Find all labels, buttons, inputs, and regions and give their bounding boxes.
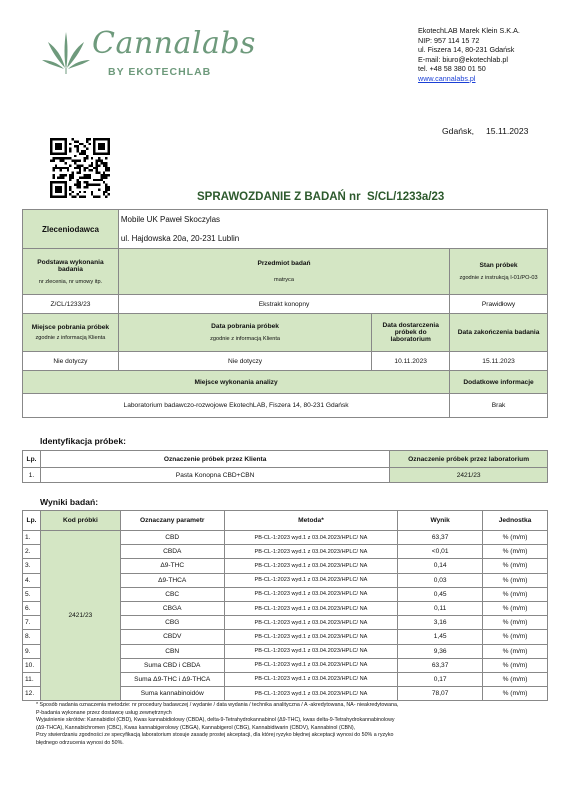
sampling-date-sub: zgodnie z informacją Klienta	[210, 336, 281, 342]
subject-value: Ekstrakt konopny	[118, 295, 449, 314]
result-value: 9,36	[398, 644, 483, 658]
results-row	[23, 531, 548, 545]
identification-col-lab: Oznaczenie próbek przez laboratorium	[390, 451, 548, 468]
result-parameter: CBGA	[120, 601, 224, 615]
cannabis-leaf-icon	[40, 30, 92, 74]
additional-info-label: Dodatkowe informacje	[450, 371, 548, 394]
results-col-result: Wynik	[398, 511, 483, 531]
brand-logo-subtitle: BY EKOTECHLAB	[108, 66, 212, 78]
analysis-place-value: Laboratorium badawczo-rozwojowe EkotechLAB, Fiszera 14, 80-231 Gdańsk	[23, 394, 450, 418]
identification-col-client: Oznaczenie próbek przez Klienta	[40, 451, 389, 468]
result-method: PB-CL-1:2023 wyd.1 z 03.04.2023/HPLC/ NA	[224, 687, 398, 701]
sampling-date-header	[118, 314, 371, 352]
delivery-date-label: Data dostarczenia próbek do laboratorium	[372, 314, 450, 352]
report-date-value: 15.11.2023	[486, 126, 529, 136]
identification-col-lp: Lp.	[23, 451, 41, 468]
result-value: 1,45	[398, 630, 483, 644]
result-unit: % (m/m)	[483, 601, 548, 615]
result-value: 0,45	[398, 587, 483, 601]
results-col-lp: Lp.	[23, 511, 41, 531]
footnote-line: błędnego odrzucenia wynosi do 50%.	[36, 739, 124, 746]
results-col-unit: Jednostka	[483, 511, 548, 531]
result-method: PB-CL-1:2023 wyd.1 z 03.04.2023/HPLC/ NA	[224, 545, 398, 559]
sampling-place-value: Nie dotyczy	[23, 352, 119, 371]
result-unit: % (m/m)	[483, 545, 548, 559]
result-parameter: CBDV	[120, 630, 224, 644]
company-nip: NIP: 957 114 15 72	[418, 35, 480, 45]
results-col-param: Oznaczany parametr	[120, 511, 224, 531]
result-value: 63,37	[398, 531, 483, 545]
client-address: ul. Hajdowska 20a, 20-231 Lublin	[118, 229, 547, 249]
result-method: PB-CL-1:2023 wyd.1 z 03.04.2023/HPLC/ NA	[224, 587, 398, 601]
client-name: Mobile UK Paweł Skoczylas	[118, 210, 547, 229]
result-lp: 11.	[23, 672, 41, 686]
result-lp: 12.	[23, 687, 41, 701]
company-email: E-mail: biuro@ekotechlab.pl	[418, 54, 508, 64]
result-unit: % (m/m)	[483, 644, 548, 658]
basis-sub: nr zlecenia, nr umowy itp.	[38, 278, 103, 285]
identification-table	[22, 450, 548, 483]
result-method: PB-CL-1:2023 wyd.1 z 03.04.2023/HPLC/ NA	[224, 658, 398, 672]
results-heading: Wyniki badań:	[40, 497, 99, 507]
result-method: PB-CL-1:2023 wyd.1 z 03.04.2023/HPLC/ NA	[224, 672, 398, 686]
result-parameter: Δ9-THCA	[120, 573, 224, 587]
result-lp: 6.	[23, 601, 41, 615]
qr-code-icon	[50, 138, 110, 198]
end-date-value: 15.11.2023	[450, 352, 548, 371]
state-sub: zgodnie z instrukcją I-01/PO-03	[459, 275, 538, 281]
result-value: 78,07	[398, 687, 483, 701]
result-value: 3,16	[398, 616, 483, 630]
footnote-line: * Sposób nadania oznaczenia metodzie: nr procedury badawczej / wydanie / data wydania / technika analityczna / A -akredytowana, NA- nieakredytowana,	[36, 702, 399, 708]
result-lp: 2.	[23, 545, 41, 559]
result-lp: 5.	[23, 587, 41, 601]
footnote-line: P-badania wykonane przez dostawcę usług zewnętrznych	[36, 709, 172, 716]
results-table	[22, 510, 548, 701]
result-method: PB-CL-1:2023 wyd.1 z 03.04.2023/HPLC/ NA	[224, 573, 398, 587]
subject-label: Przedmiot badań	[257, 260, 311, 267]
sampling-date-value: Nie dotyczy	[118, 352, 371, 371]
report-city: Gdańsk,	[442, 126, 475, 136]
result-unit: % (m/m)	[483, 616, 548, 630]
result-lp: 7.	[23, 616, 41, 630]
result-unit: % (m/m)	[483, 672, 548, 686]
footnote-line: Przy stwierdzaniu zgodności ze specyfikacją laboratorium stosuje zasadę prostej akceptacji, dla której ryzyko błędnej akceptacji wynosi do 50% a ryzyko	[36, 732, 394, 739]
result-lp: 9.	[23, 644, 41, 658]
analysis-place-label: Miejsce wykonania analizy	[23, 371, 450, 394]
sampling-date-label: Data pobrania próbek	[211, 323, 279, 330]
result-value: <0,01	[398, 545, 483, 559]
client-label: Zleceniodawca	[23, 210, 119, 249]
result-unit: % (m/m)	[483, 573, 548, 587]
report-title	[197, 191, 444, 203]
result-parameter: Suma Δ9-THC i Δ9-THCA	[120, 672, 224, 686]
delivery-date-value: 10.11.2023	[372, 352, 450, 371]
footnotes	[36, 702, 556, 748]
result-parameter: CBN	[120, 644, 224, 658]
result-unit: % (m/m)	[483, 587, 548, 601]
result-lp: 10.	[23, 658, 41, 672]
result-lp: 3.	[23, 559, 41, 573]
subject-header	[118, 249, 449, 295]
order-info-table	[22, 209, 548, 418]
result-method: PB-CL-1:2023 wyd.1 z 03.04.2023/HPLC/ NA	[224, 559, 398, 573]
results-col-code: Kod próbki	[40, 511, 120, 531]
result-sample-code: 2421/23	[40, 531, 120, 701]
end-date-label: Data zakończenia badania	[450, 314, 548, 352]
result-unit: % (m/m)	[483, 531, 548, 545]
company-address: ul. Fiszera 14, 80-231 Gdańsk	[418, 45, 515, 55]
result-parameter: CBG	[120, 616, 224, 630]
sampling-place-label: Miejsce pobrania próbek	[31, 324, 110, 331]
identification-row	[23, 468, 548, 483]
identification-client-code: Pasta Konopna CBD+CBN	[40, 468, 389, 483]
result-method: PB-CL-1:2023 wyd.1 z 03.04.2023/HPLC/ NA	[224, 644, 398, 658]
result-parameter: Δ9-THC	[120, 559, 224, 573]
report-title-prefix: SPRAWOZDANIE Z BADAŃ nr	[197, 191, 361, 203]
state-header	[450, 249, 548, 295]
company-info	[418, 26, 520, 84]
identification-heading: Identyfikacja próbek:	[40, 436, 126, 446]
result-value: 0,17	[398, 672, 483, 686]
result-parameter: Suma kannabinoidów	[120, 687, 224, 701]
result-lp: 1.	[23, 531, 41, 545]
identification-lp: 1.	[23, 468, 41, 483]
result-method: PB-CL-1:2023 wyd.1 z 03.04.2023/HPLC/ NA	[224, 531, 398, 545]
company-website-link[interactable]: www.cannalabs.pl	[418, 73, 476, 83]
brand-logo-text: Cannalabs	[92, 26, 256, 61]
company-phone: tel. +48 58 380 01 50	[418, 64, 486, 74]
sampling-place-header	[23, 314, 119, 352]
state-label: Stan próbek	[479, 262, 518, 269]
footnote-line: (Δ9-THCA), Kannabichromen (CBC), Kwas kannabigerolowy (CBGA), Kannabigerol (CBG), Kannabidiwarin (CBDV), Kannabinol (CBN),	[36, 724, 356, 731]
result-method: PB-CL-1:2023 wyd.1 z 03.04.2023/HPLC/ NA	[224, 630, 398, 644]
additional-info-value: Brak	[450, 394, 548, 418]
basis-value: Z/CL/1233/23	[23, 295, 119, 314]
result-value: 0,11	[398, 601, 483, 615]
result-value: 0,03	[398, 573, 483, 587]
result-method: PB-CL-1:2023 wyd.1 z 03.04.2023/HPLC/ NA	[224, 616, 398, 630]
footnote-line: Wyjaśnienie skrótów: Kannabidiol (CBD), Kwas kannabidiolowy (CBDA), delta-9-Tetrahydrokannabinol (Δ9-THC), kwas delta-9-Tetrahydrokannabinolowy	[36, 717, 395, 724]
result-method: PB-CL-1:2023 wyd.1 z 03.04.2023/HPLC/ NA	[224, 601, 398, 615]
result-lp: 8.	[23, 630, 41, 644]
result-unit: % (m/m)	[483, 687, 548, 701]
result-unit: % (m/m)	[483, 559, 548, 573]
result-parameter: CBD	[120, 531, 224, 545]
basis-label: Podstawa wykonania badania	[37, 258, 104, 273]
result-value: 63,37	[398, 658, 483, 672]
identification-lab-code: 2421/23	[390, 468, 548, 483]
subject-sub: matryca	[274, 277, 294, 283]
sampling-place-sub: zgodnie z informacją Klienta	[35, 335, 106, 341]
result-lp: 4.	[23, 573, 41, 587]
company-name: EkotechLAB Marek Klein S.K.A.	[418, 26, 520, 35]
results-col-method: Metoda*	[224, 511, 398, 531]
state-value: Prawidłowy	[450, 295, 548, 314]
result-unit: % (m/m)	[483, 630, 548, 644]
result-value: 0,14	[398, 559, 483, 573]
report-number: S/CL/1233a/23	[366, 191, 445, 203]
result-parameter: Suma CBD i CBDA	[120, 658, 224, 672]
report-date	[442, 126, 528, 136]
basis-header	[23, 249, 119, 295]
result-parameter: CBDA	[120, 545, 224, 559]
result-unit: % (m/m)	[483, 658, 548, 672]
result-parameter: CBC	[120, 587, 224, 601]
